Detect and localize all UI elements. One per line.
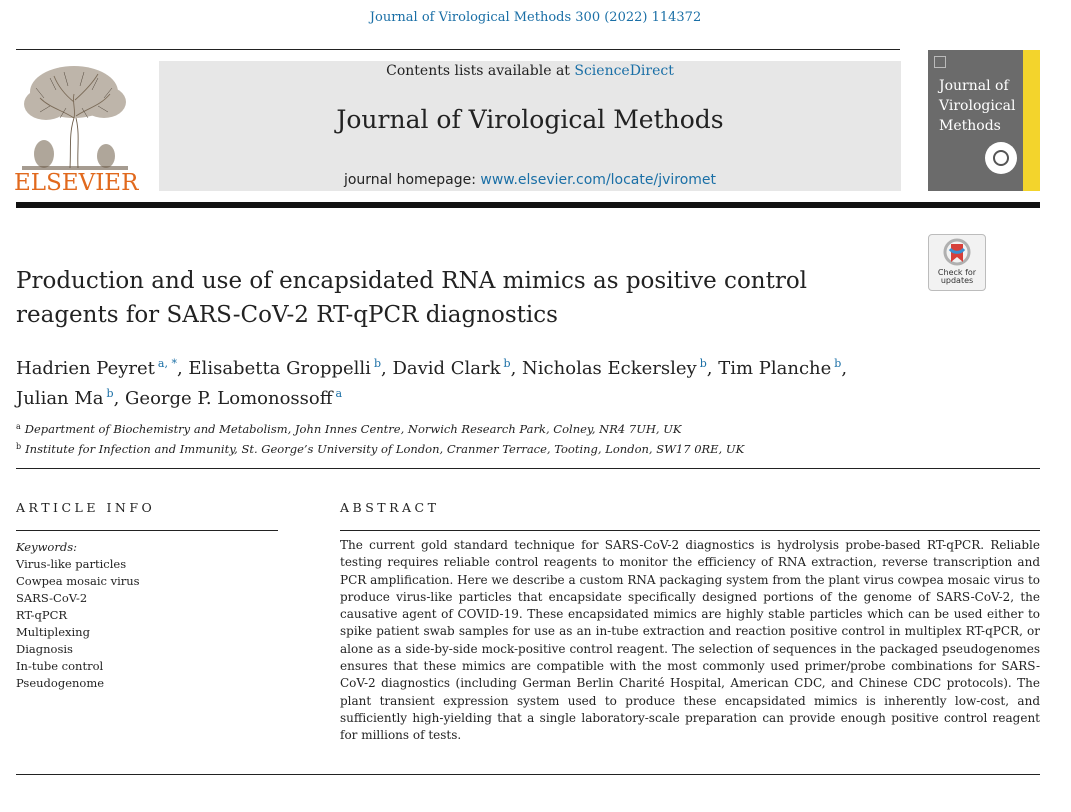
keyword-item: Virus-like particles bbox=[16, 557, 127, 571]
affiliation-text: Department of Biochemistry and Metabolism, John Innes Centre, Norwich Research Park, Colney, NR4 7UH, UK bbox=[24, 422, 682, 436]
keyword-item: Cowpea mosaic virus bbox=[16, 574, 140, 588]
author-affiliation-mark[interactable]: b bbox=[373, 357, 381, 370]
keyword-item: RT-qPCR bbox=[16, 608, 68, 622]
homepage-link[interactable]: www.elsevier.com/locate/jviromet bbox=[480, 172, 717, 188]
affiliation-item bbox=[16, 418, 1016, 438]
journal-title: Journal of Virological Methods bbox=[336, 105, 724, 134]
author-affiliation-mark[interactable]: b bbox=[106, 387, 114, 400]
author-affiliation-mark[interactable]: b bbox=[699, 357, 707, 370]
contents-available-line bbox=[159, 63, 901, 79]
crossmark-icon bbox=[929, 235, 985, 269]
keyword-item: Pseudogenome bbox=[16, 676, 105, 690]
journal-homepage-line bbox=[159, 172, 901, 188]
abstract-text: The current gold standard technique for SARS-CoV-2 diagnostics is hydrolysis probe-based RT-qPCR. Reliable testing requires reliable control reagents to monitor the efficiency of RNA extraction, reverse transcription and PCR amplification. Here we describe a custom RNA packaging system from the plant virus cowpea mosaic virus to produce virus-like particles that encapsidate specifically designed portions of the genome of SARS-CoV-2, the causative agent of COVID-19. These encapsidated mimics are highly stable particles which can be used either to spike patient swab samples for use as an in-tube extraction and reaction positive control in multiplex RT-qPCR, or alone as a side-by-side mock-positive control reagent. The selection of sequences in the packaged pseudogenomes ensures that these mimics are compatible with the most commonly used primer/probe combinations for SARS-CoV-2 diagnostics (including German Berlin Charité Hospital, American CDC, and Chinese CDC protocols). The plant transient expression system used to produce these encapsidated mimics is inherently low-cost, and sufficiently high-yielding that a single laboratory-scale preparation can provide enough positive control reagent for millions of tests. bbox=[340, 538, 1040, 743]
affiliation-mark: b bbox=[16, 442, 22, 451]
author-affiliation-mark[interactable]: b bbox=[834, 357, 842, 370]
affiliations bbox=[16, 418, 1016, 458]
author-separator: , bbox=[176, 358, 189, 379]
cover-badge-icon bbox=[985, 142, 1017, 174]
keywords-label: Keywords: bbox=[16, 540, 77, 554]
article-title-line: reagents for SARS-CoV-2 RT-qPCR diagnostics bbox=[16, 302, 558, 328]
contents-prefix: Contents lists available at bbox=[386, 63, 575, 79]
masthead-rule bbox=[16, 202, 1040, 208]
article-info-rule bbox=[16, 530, 278, 531]
top-rule bbox=[16, 49, 900, 50]
affiliation-text: Institute for Infection and Immunity, St. George’s University of London, Cranmer Terrace, Tooting, London, SW17 0RE, UK bbox=[25, 442, 745, 456]
crossmark-line: updates bbox=[940, 276, 974, 285]
author-name[interactable]: David Clark bbox=[392, 358, 501, 379]
author-list bbox=[16, 351, 916, 411]
keyword-item: Multiplexing bbox=[16, 625, 90, 639]
keyword-item: In-tube control bbox=[16, 659, 104, 673]
author-affiliation-mark[interactable]: b bbox=[503, 357, 511, 370]
author-separator: , bbox=[841, 358, 848, 379]
author-name[interactable]: Nicholas Eckersley bbox=[522, 358, 697, 379]
affiliation-mark: a bbox=[16, 422, 21, 431]
keyword-item: Diagnosis bbox=[16, 642, 73, 656]
bottom-rule bbox=[16, 774, 1040, 775]
sciencedirect-link[interactable]: ScienceDirect bbox=[574, 63, 674, 79]
author-separator: , bbox=[706, 358, 719, 379]
author-separator: , bbox=[113, 388, 126, 409]
abstract-rule bbox=[340, 530, 1040, 531]
cover-stripe bbox=[1023, 50, 1040, 191]
abstract-heading: ABSTRACT bbox=[340, 500, 440, 515]
article-title-line: Production and use of encapsidated RNA mimics as positive control bbox=[16, 268, 808, 294]
author-name[interactable]: George P. Lomonossoff bbox=[125, 388, 333, 409]
cover-logo-mark bbox=[934, 56, 946, 68]
author-name[interactable]: Elisabetta Groppelli bbox=[188, 358, 371, 379]
homepage-prefix: journal homepage: bbox=[343, 172, 481, 188]
cover-title bbox=[939, 76, 1019, 136]
cover-title-line: Methods bbox=[939, 118, 1001, 134]
running-head[interactable]: Journal of Virological Methods 300 (2022) 114372 bbox=[369, 10, 702, 25]
author-separator: , bbox=[510, 358, 523, 379]
author-affiliation-mark[interactable]: a bbox=[335, 387, 343, 400]
keywords-list bbox=[16, 539, 278, 692]
cover-title-line: Virological bbox=[939, 98, 1016, 114]
author-affiliation-mark[interactable]: a, * bbox=[157, 357, 177, 370]
keyword-item: SARS-CoV-2 bbox=[16, 591, 88, 605]
author-name[interactable]: Hadrien Peyret bbox=[16, 358, 155, 379]
author-name[interactable]: Julian Ma bbox=[16, 388, 104, 409]
author-separator: , bbox=[380, 358, 393, 379]
check-for-updates-button[interactable] bbox=[928, 234, 986, 291]
section-rule bbox=[16, 468, 1040, 469]
journal-cover-thumbnail bbox=[928, 50, 1040, 191]
affiliation-item bbox=[16, 438, 1016, 458]
elsevier-wordmark: ELSEVIER bbox=[14, 170, 139, 196]
author-name[interactable]: Tim Planche bbox=[718, 358, 832, 379]
article-info-heading: ARTICLE INFO bbox=[16, 500, 156, 515]
article-title bbox=[16, 264, 896, 332]
cover-title-line: Journal of bbox=[939, 78, 1009, 94]
crossmark-line: Check for bbox=[937, 268, 977, 277]
